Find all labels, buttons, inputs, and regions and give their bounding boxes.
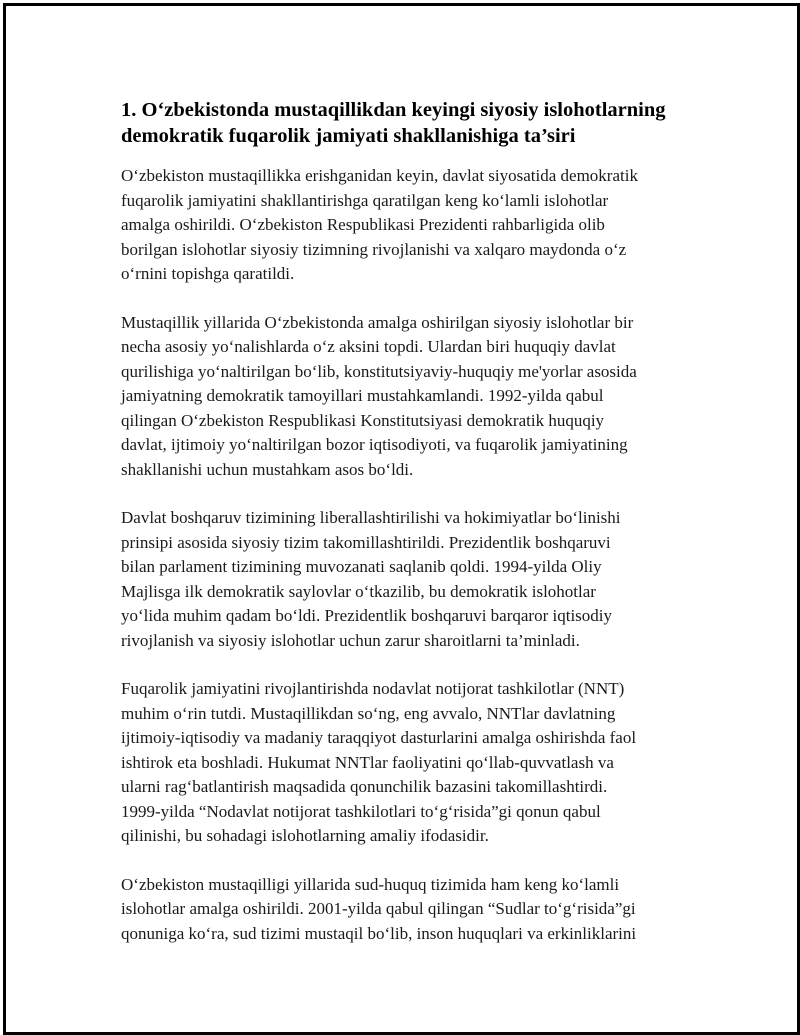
text-line: Mustaqillik yillarida O‘zbekistonda amalga oshirilgan siyosiy islohotlar bir xyxy=(121,312,634,332)
text-line: Davlat boshqaruv tizimining liberallashtirilishi va hokimiyatlar bo‘linishi xyxy=(121,508,621,527)
text-line: muhim o‘rin tutdi. Mustaqillikdan so‘ng, eng avvalo, NNTlar davlatning xyxy=(121,703,616,723)
text-line: 1999-yilda “Nodavlat notijorat tashkilotlari to‘g‘risida”gi qonun qabul xyxy=(121,801,601,821)
paragraph xyxy=(121,677,691,849)
text-line: o‘rnini topishga qaratildi. xyxy=(121,264,295,283)
text-line: bilan parlament tizimining muvozanati saqlanib qoldi. 1994-yilda Oliy xyxy=(121,557,602,576)
text-line: qonuniga ko‘ra, sud tizimi mustaqil bo‘lib, inson huquqlari va erkinliklarini xyxy=(121,923,637,943)
text-line: ijtimoiy-iqtisodiy va madaniy taraqqiyot dasturlarini amalga oshirishda faol xyxy=(121,728,637,747)
paragraph xyxy=(121,873,691,947)
text-line: O‘zbekiston mustaqillikka erishganidan keyin, davlat siyosatida demokratik xyxy=(121,166,638,185)
text-line: ishtirok eta boshladi. Hukumat NNTlar faoliyatini qo‘llab-quvvatlash va xyxy=(121,752,614,772)
text-line: qilinishi, bu sohadagi islohotlarning amaliy ifodasidir. xyxy=(121,826,489,845)
text-line: jamiyatning demokratik tamoyillari mustahkamlandi. 1992-yilda qabul xyxy=(121,386,604,405)
text-line: islohotlar amalga oshirildi. 2001-yilda qabul qilingan “Sudlar to‘g‘risida”gi xyxy=(121,899,636,918)
text-line: Fuqarolik jamiyatini rivojlantirishda nodavlat notijorat tashkilotlar (NNT) xyxy=(121,679,625,698)
text-line: qurilishiga yo‘naltirilgan bo‘lib, konstitutsiyaviy-huquqiy me'yorlar asosida xyxy=(121,361,637,381)
text-line: Majlisga ilk demokratik saylovlar o‘tkazilib, bu demokratik islohotlar xyxy=(121,581,596,601)
text-line: fuqarolik jamiyatini shakllantirishga qaratilgan keng ko‘lamli islohotlar xyxy=(121,190,609,210)
section-heading xyxy=(121,97,691,149)
heading-line: demokratik fuqarolik jamiyati shakllanishiga ta’siri xyxy=(121,125,576,147)
paragraph xyxy=(121,506,691,653)
text-line: borilgan islohotlar siyosiy tizimning rivojlanishi va xalqaro maydonda o‘z xyxy=(121,239,627,259)
paragraph xyxy=(121,164,691,287)
paragraph xyxy=(121,311,691,483)
text-line: prinsipi asosida siyosiy tizim takomillashtirildi. Prezidentlik boshqaruvi xyxy=(121,532,611,552)
text-line: amalga oshirildi. O‘zbekiston Respublikasi Prezidenti rahbarligida olib xyxy=(121,215,605,234)
text-line: qilingan O‘zbekiston Respublikasi Konstitutsiyasi demokratik huquqiy xyxy=(121,410,605,430)
text-line: O‘zbekiston mustaqilligi yillarida sud-huquq tizimida ham keng ko‘lamli xyxy=(121,874,620,894)
document-body xyxy=(121,97,691,970)
text-line: ularni rag‘batlantirish maqsadida qonunchilik bazasini takomillashtirdi. xyxy=(121,777,608,796)
text-line: yo‘lida muhim qadam bo‘ldi. Prezidentlik boshqaruvi barqaror iqtisodiy xyxy=(121,606,613,625)
text-line: shakllanishi uchun mustahkam asos bo‘ldi. xyxy=(121,459,414,479)
heading-line: 1. O‘zbekistonda mustaqillikdan keyingi siyosiy islohotlarning xyxy=(121,99,666,121)
document-page xyxy=(3,3,800,1035)
text-line: rivojlanish va siyosiy islohotlar uchun zarur sharoitlarni ta’minladi. xyxy=(121,630,580,650)
text-line: necha asosiy yo‘nalishlarda o‘z aksini topdi. Ulardan biri huquqiy davlat xyxy=(121,337,616,356)
text-line: davlat, ijtimoiy yo‘naltirilgan bozor iqtisodiyoti, va fuqarolik jamiyatining xyxy=(121,435,628,454)
